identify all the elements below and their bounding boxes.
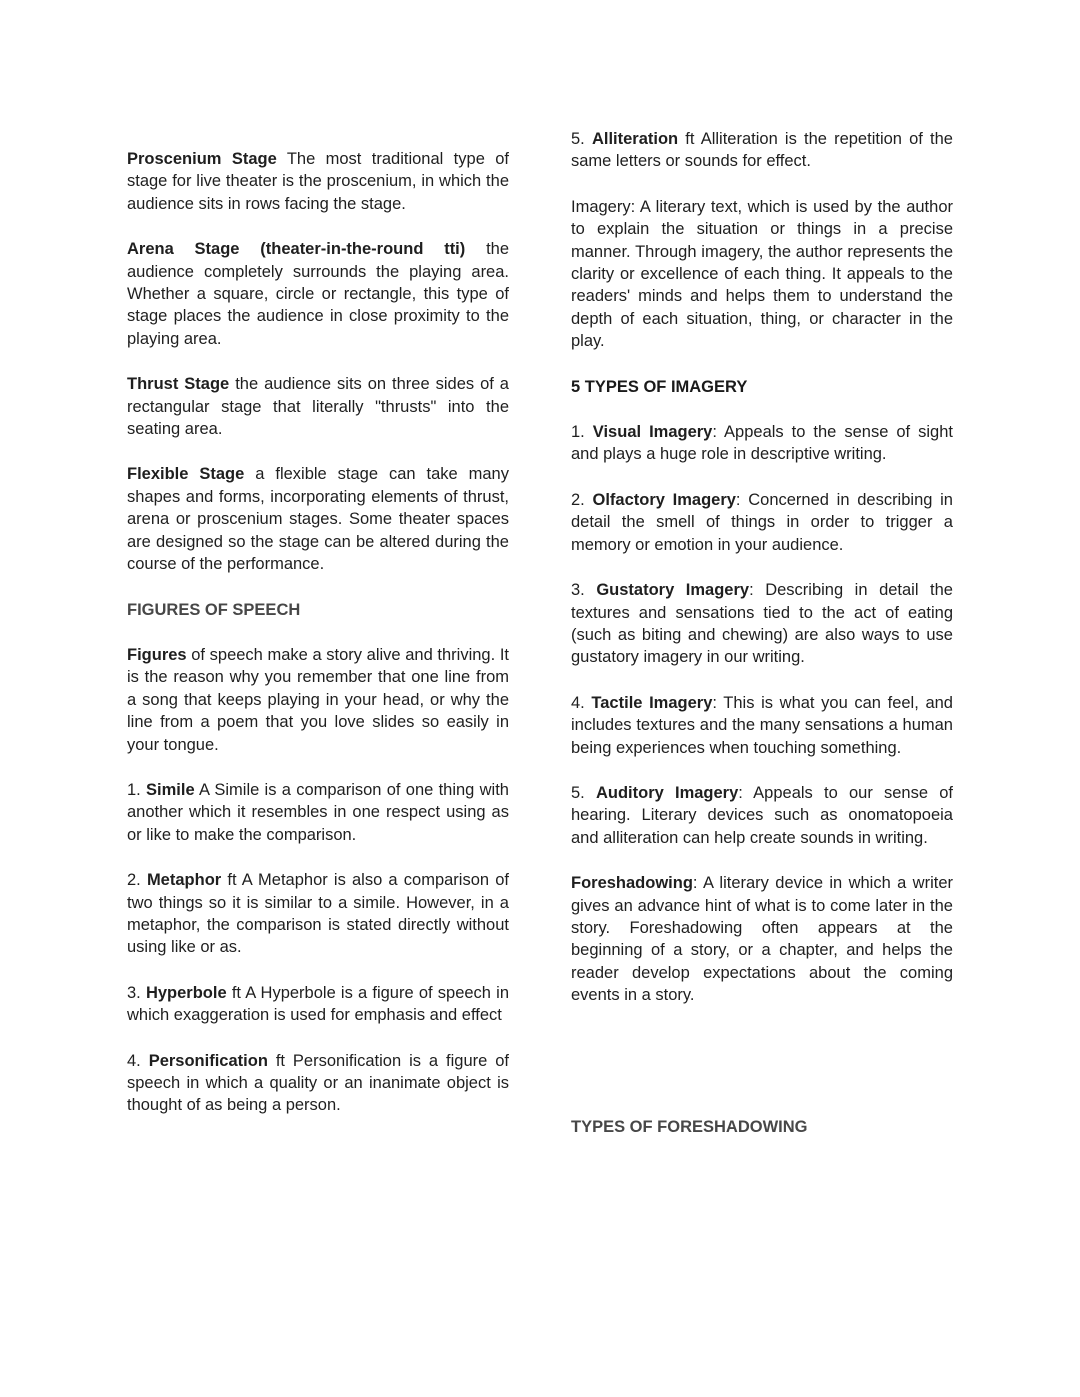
paragraph	[127, 1050, 509, 1117]
body-text: : A literary device in which a writer gives an advance hint of what is to come later in the story. Foreshadowing often appears at the beginning of a story, or a chapter, and helps the reader develop expectations about the coming events in a story.	[571, 874, 953, 1005]
body-text: : Concerned in describing in detail the smell of things in order to trigger a memory or emotion in your audience.	[571, 490, 953, 554]
bold-term: Metaphor	[146, 871, 222, 890]
body-text: 1.	[127, 780, 147, 799]
body-text: A Simile is a comparison of one thing with another which it resembles in one respect using as or like to make the comparison.	[127, 780, 509, 844]
body-text: 3.	[571, 581, 597, 600]
body-text: 4.	[571, 693, 592, 712]
paragraph	[571, 579, 953, 669]
bold-term: Proscenium Stage	[127, 150, 277, 168]
paragraph	[571, 128, 953, 173]
body-text: 3.	[127, 983, 146, 1002]
left-column	[127, 148, 509, 1140]
paragraph	[127, 148, 509, 215]
body-text: a flexible stage can take many shapes and forms, incorporating elements of thrust, arena or proscenium stages. Some theater spaces are designed so the stage can be altered during the course of the performance.	[127, 465, 509, 574]
paragraph	[571, 196, 953, 353]
body-text: : Appeals to the sense of sight and plays a huge role in descriptive writing.	[571, 423, 953, 464]
bold-term: Thrust Stage	[127, 375, 230, 394]
bold-term: Hyperbole	[145, 983, 227, 1002]
bold-term: Gustatory Imagery	[596, 581, 750, 600]
body-text: Imagery: A literary text, which is used by the author to explain the situation or things in a precise manner. Through imagery, the author represents the clarity or excellence of each thing. It appeals to the readers' minds and helps them to understand the depth of each situation, thing, or character in the play.	[571, 197, 953, 351]
section-heading: TYPES OF FORESHADOWING	[571, 1117, 808, 1136]
body-text: of speech make a story alive and thriving. It is the reason why you remember that one line from a song that keeps playing in your head, or why the line from a poem that you love slides so easily in your tongue.	[127, 645, 509, 754]
body-text: 5.	[571, 130, 592, 148]
body-text: ft Alliteration is the repetition of the same letters or sounds for effect.	[571, 130, 953, 171]
paragraph	[127, 644, 509, 756]
bold-term: Auditory Imagery	[595, 783, 739, 802]
bold-term: Simile	[146, 780, 195, 799]
paragraph	[127, 869, 509, 959]
bold-term: Arena Stage (theater-in-the-round tti)	[127, 240, 466, 259]
section-heading: 5 TYPES OF IMAGERY	[571, 377, 748, 396]
body-text: The most traditional type of stage for live theater is the proscenium, in which the audience sits in rows facing the stage.	[127, 150, 509, 213]
bold-term: Foreshadowing	[571, 874, 693, 893]
bold-term: Flexible Stage	[127, 465, 245, 484]
paragraph	[127, 779, 509, 846]
bold-term: Visual Imagery	[592, 423, 713, 442]
paragraph	[571, 782, 953, 849]
paragraph	[127, 373, 509, 440]
bold-term: Personification	[148, 1051, 268, 1070]
paragraph	[127, 982, 509, 1027]
body-text: ft A Metaphor is also a comparison of two things so it is similar to a simile. However, in a metaphor, the comparison is stated directly without using like or as.	[127, 871, 509, 957]
bold-term: Tactile Imagery	[591, 693, 713, 712]
body-text: 2.	[571, 490, 593, 509]
paragraph	[571, 872, 953, 1006]
body-text: the audience completely surrounds the playing area. Whether a square, circle or rectangle, this type of stage places the audience in close proximity to the playing area.	[127, 240, 510, 348]
bold-term: Alliteration	[591, 130, 679, 148]
right-column	[571, 128, 953, 1161]
bold-term: Figures	[127, 645, 187, 664]
body-text: ft Personification is a figure of speech in which a quality or an inanimate object is thought of as being a person.	[127, 1051, 509, 1115]
paragraph	[127, 463, 509, 575]
body-text: : Describing in detail the textures and sensations tied to the act of eating (such as biting and chewing) are also ways to use gustatory imagery in our writing.	[571, 581, 953, 667]
body-text: : Appeals to our sense of hearing. Literary devices such as onomatopoeia and alliteration can help create sounds in writing.	[571, 783, 953, 847]
body-text: the audience sits on three sides of a rectangular stage that literally "thrusts" into the seating area.	[127, 375, 509, 439]
column-spacer	[571, 1030, 953, 1116]
paragraph	[571, 489, 953, 556]
paragraph	[571, 421, 953, 466]
body-text: ft A Hyperbole is a figure of speech in which exaggeration is used for emphasis and effect	[127, 983, 509, 1025]
body-text: 2.	[127, 871, 147, 890]
body-text: 1.	[571, 423, 593, 442]
body-text: 4.	[127, 1051, 149, 1070]
body-text: : This is what you can feel, and includes textures and the many sensations a human being experiences when touching something.	[571, 693, 953, 757]
bold-term: Olfactory Imagery	[592, 490, 736, 509]
paragraph	[571, 692, 953, 759]
body-text: 5.	[571, 783, 596, 802]
paragraph	[127, 238, 509, 350]
section-heading: FIGURES OF SPEECH	[127, 600, 301, 619]
